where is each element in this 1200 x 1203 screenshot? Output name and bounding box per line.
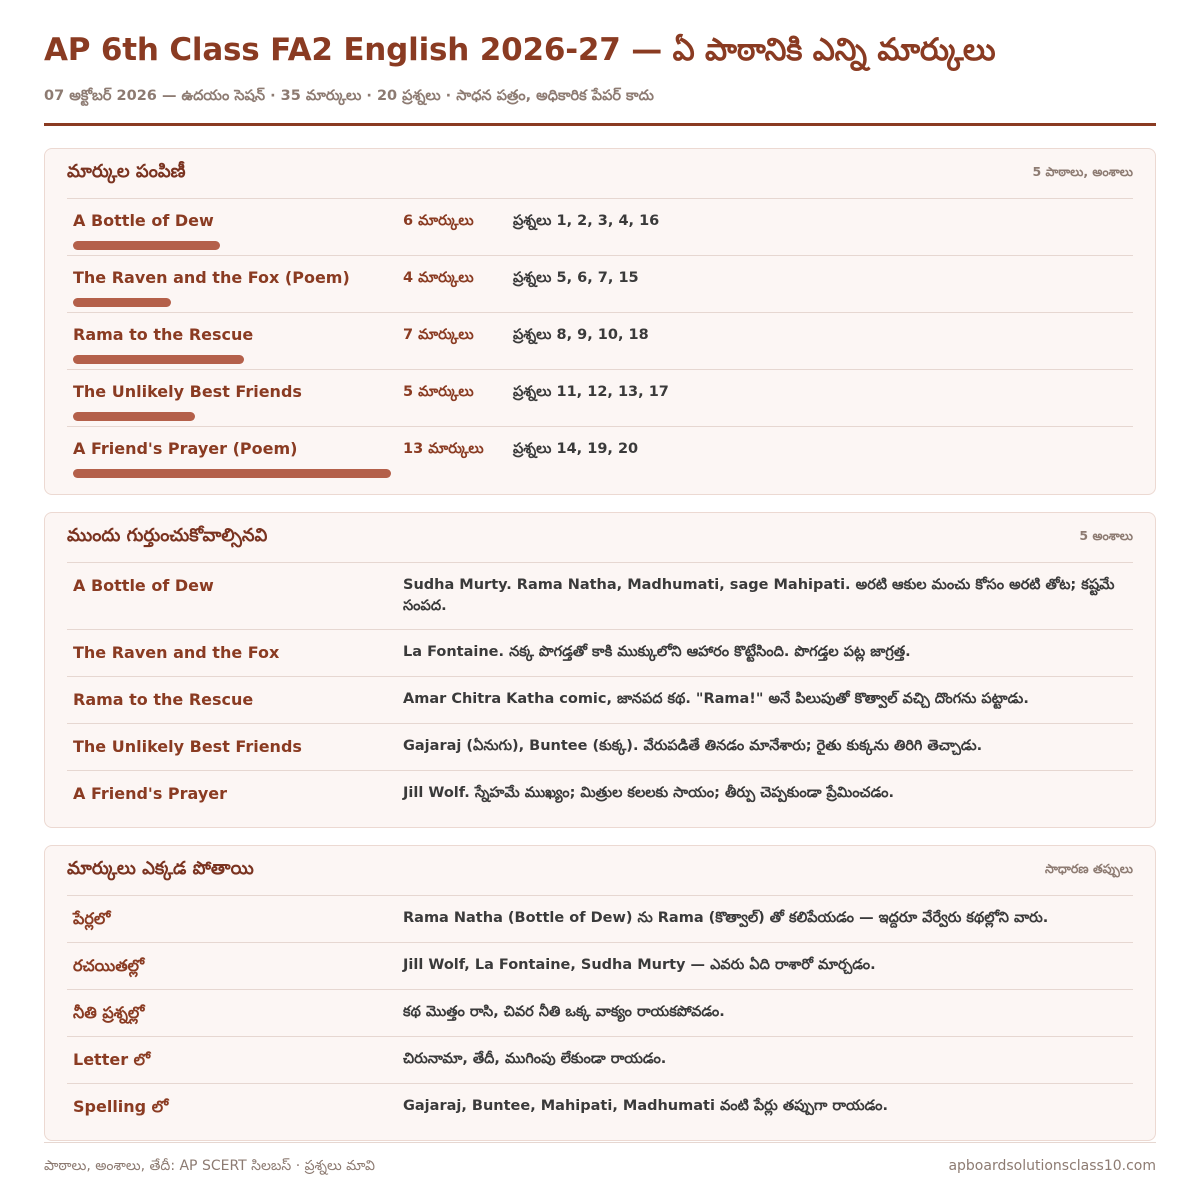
mistake-row bbox=[67, 990, 1133, 1037]
marks-value: 5 మార్కులు bbox=[403, 384, 474, 400]
distribution-row bbox=[67, 256, 1133, 313]
card-title: మార్కులు ఎక్కడ పోతాయి bbox=[67, 858, 254, 879]
lesson-cell bbox=[73, 438, 403, 484]
remember-row bbox=[67, 724, 1133, 771]
marks-distribution-card bbox=[44, 148, 1156, 495]
card-title: ముందు గుర్తుంచుకోవాల్సినవి bbox=[67, 525, 268, 546]
mistake-row bbox=[67, 1037, 1133, 1084]
lesson-name: The Raven and the Fox (Poem) bbox=[73, 268, 350, 287]
lesson-note: Amar Chitra Katha comic, జానపద కథ. "Rama!" అనే పిలుపుతో కొత్వాల్ వచ్చి దొంగను పట్టాడు. bbox=[403, 691, 1029, 707]
card-meta: 5 అంశాలు bbox=[1079, 528, 1133, 543]
marks-bar bbox=[73, 298, 171, 307]
distribution-row bbox=[67, 199, 1133, 256]
mistakes-card bbox=[44, 845, 1156, 1141]
lesson-name: A Bottle of Dew bbox=[73, 576, 214, 595]
question-numbers: ప్రశ్నలు 8, 9, 10, 18 bbox=[513, 327, 649, 343]
lesson-cell bbox=[73, 267, 403, 312]
question-numbers: ప్రశ్నలు 1, 2, 3, 4, 16 bbox=[513, 213, 660, 229]
lesson-name: A Friend's Prayer (Poem) bbox=[73, 439, 298, 458]
marks-bar bbox=[73, 241, 220, 250]
mistake-note: Rama Natha (Bottle of Dew) ను Rama (కొత్వాల్) తో కలిపేయడం — ఇద్దరూ వేర్వేరు కథల్లోని వారు. bbox=[403, 910, 1049, 926]
marks-value: 4 మార్కులు bbox=[403, 270, 474, 286]
lesson-name: The Raven and the Fox bbox=[73, 643, 280, 662]
mistake-area: పేర్లలో bbox=[73, 909, 111, 928]
distribution-row bbox=[67, 427, 1133, 484]
mistake-note: చిరునామా, తేదీ, ముగింపు లేకుండా రాయడం. bbox=[403, 1051, 667, 1067]
mistake-row bbox=[67, 896, 1133, 943]
mistakes-list bbox=[67, 896, 1133, 1130]
lesson-name: Rama to the Rescue bbox=[73, 325, 254, 344]
mistake-row bbox=[67, 1084, 1133, 1130]
lesson-note: Jill Wolf. స్నేహమే ముఖ్యం; మిత్రుల కలలకు సాయం; తీర్పు చెప్పకుండా ప్రేమించడం. bbox=[403, 785, 894, 801]
mistake-area: రచయితల్లో bbox=[73, 956, 145, 975]
distribution-row bbox=[67, 370, 1133, 427]
mistake-note: కథ మొత్తం రాసి, చివర నీతి ఒక్క వాక్యం రాయకపోవడం. bbox=[403, 1004, 725, 1020]
card-header bbox=[67, 846, 1133, 896]
mistake-note: Jill Wolf, La Fontaine, Sudha Murty — ఎవరు ఏది రాశారో మార్చడం. bbox=[403, 957, 876, 973]
card-header bbox=[67, 149, 1133, 199]
footer-site-link[interactable]: apboardsolutionsclass10.com bbox=[948, 1158, 1156, 1174]
title-divider bbox=[44, 123, 1156, 126]
marks-bar bbox=[73, 355, 244, 364]
page-title: AP 6th Class FA2 English 2026-27 — ఏ పాఠానికి ఎన్ని మార్కులు bbox=[44, 32, 996, 68]
question-numbers: ప్రశ్నలు 11, 12, 13, 17 bbox=[513, 384, 669, 400]
remember-row bbox=[67, 630, 1133, 677]
card-title: మార్కుల పంపిణీ bbox=[67, 161, 186, 182]
lesson-name: A Bottle of Dew bbox=[73, 211, 214, 230]
footer-source: పాఠాలు, అంశాలు, తేదీ: AP SCERT సిలబస్ · ప్రశ్నలు మావి bbox=[44, 1158, 376, 1174]
card-meta: సాధారణ తప్పులు bbox=[1044, 861, 1133, 876]
marks-bar bbox=[73, 412, 195, 421]
lesson-name: A Friend's Prayer bbox=[73, 784, 228, 803]
card-meta: 5 పాఠాలు, అంశాలు bbox=[1032, 164, 1133, 179]
marks-value: 7 మార్కులు bbox=[403, 327, 474, 343]
marks-value: 6 మార్కులు bbox=[403, 213, 474, 229]
lesson-note: Gajaraj (ఏనుగు), Buntee (కుక్క). వేరుపడితే తినడం మానేశారు; రైతు కుక్కను తిరిగి తెచ్చాడు. bbox=[403, 738, 983, 754]
card-header bbox=[67, 513, 1133, 563]
marks-bar bbox=[73, 469, 391, 478]
lesson-cell bbox=[73, 381, 403, 426]
lesson-name: Rama to the Rescue bbox=[73, 690, 254, 709]
page-subtitle: 07 అక్టోబర్ 2026 — ఉదయం సెషన్ · 35 మార్కులు · 20 ప్రశ్నలు · సాధన పత్రం, అధికారిక పేపర్ కాదు bbox=[44, 88, 654, 104]
mistake-note: Gajaraj, Buntee, Mahipati, Madhumati వంటి పేర్లు తప్పుగా రాయడం. bbox=[403, 1098, 888, 1114]
remember-card bbox=[44, 512, 1156, 828]
lesson-note: La Fontaine. నక్క పొగడ్తతో కాకి ముక్కులోని ఆహారం కొట్టేసింది. పొగడ్తల పట్ల జాగ్రత్త. bbox=[403, 644, 911, 660]
question-numbers: ప్రశ్నలు 14, 19, 20 bbox=[513, 441, 639, 457]
lesson-name: The Unlikely Best Friends bbox=[73, 382, 302, 401]
distribution-list bbox=[67, 199, 1133, 484]
mistake-row bbox=[67, 943, 1133, 990]
lesson-cell bbox=[73, 324, 403, 369]
distribution-row bbox=[67, 313, 1133, 370]
mistake-area: Letter లో bbox=[73, 1050, 151, 1069]
lesson-cell bbox=[73, 210, 403, 255]
mistake-area: Spelling లో bbox=[73, 1097, 169, 1116]
remember-row bbox=[67, 771, 1133, 817]
lesson-name: The Unlikely Best Friends bbox=[73, 737, 302, 756]
question-numbers: ప్రశ్నలు 5, 6, 7, 15 bbox=[513, 270, 639, 286]
remember-list bbox=[67, 563, 1133, 817]
remember-row bbox=[67, 677, 1133, 724]
remember-row bbox=[67, 563, 1133, 630]
marks-value: 13 మార్కులు bbox=[403, 441, 484, 457]
mistake-area: నీతి ప్రశ్నల్లో bbox=[73, 1003, 145, 1022]
lesson-note: Sudha Murty. Rama Natha, Madhumati, sage Mahipati. అరటి ఆకుల మంచు కోసం అరటి తోట; కష్టమే సంపద. bbox=[403, 577, 1115, 614]
page-footer bbox=[44, 1142, 1156, 1177]
